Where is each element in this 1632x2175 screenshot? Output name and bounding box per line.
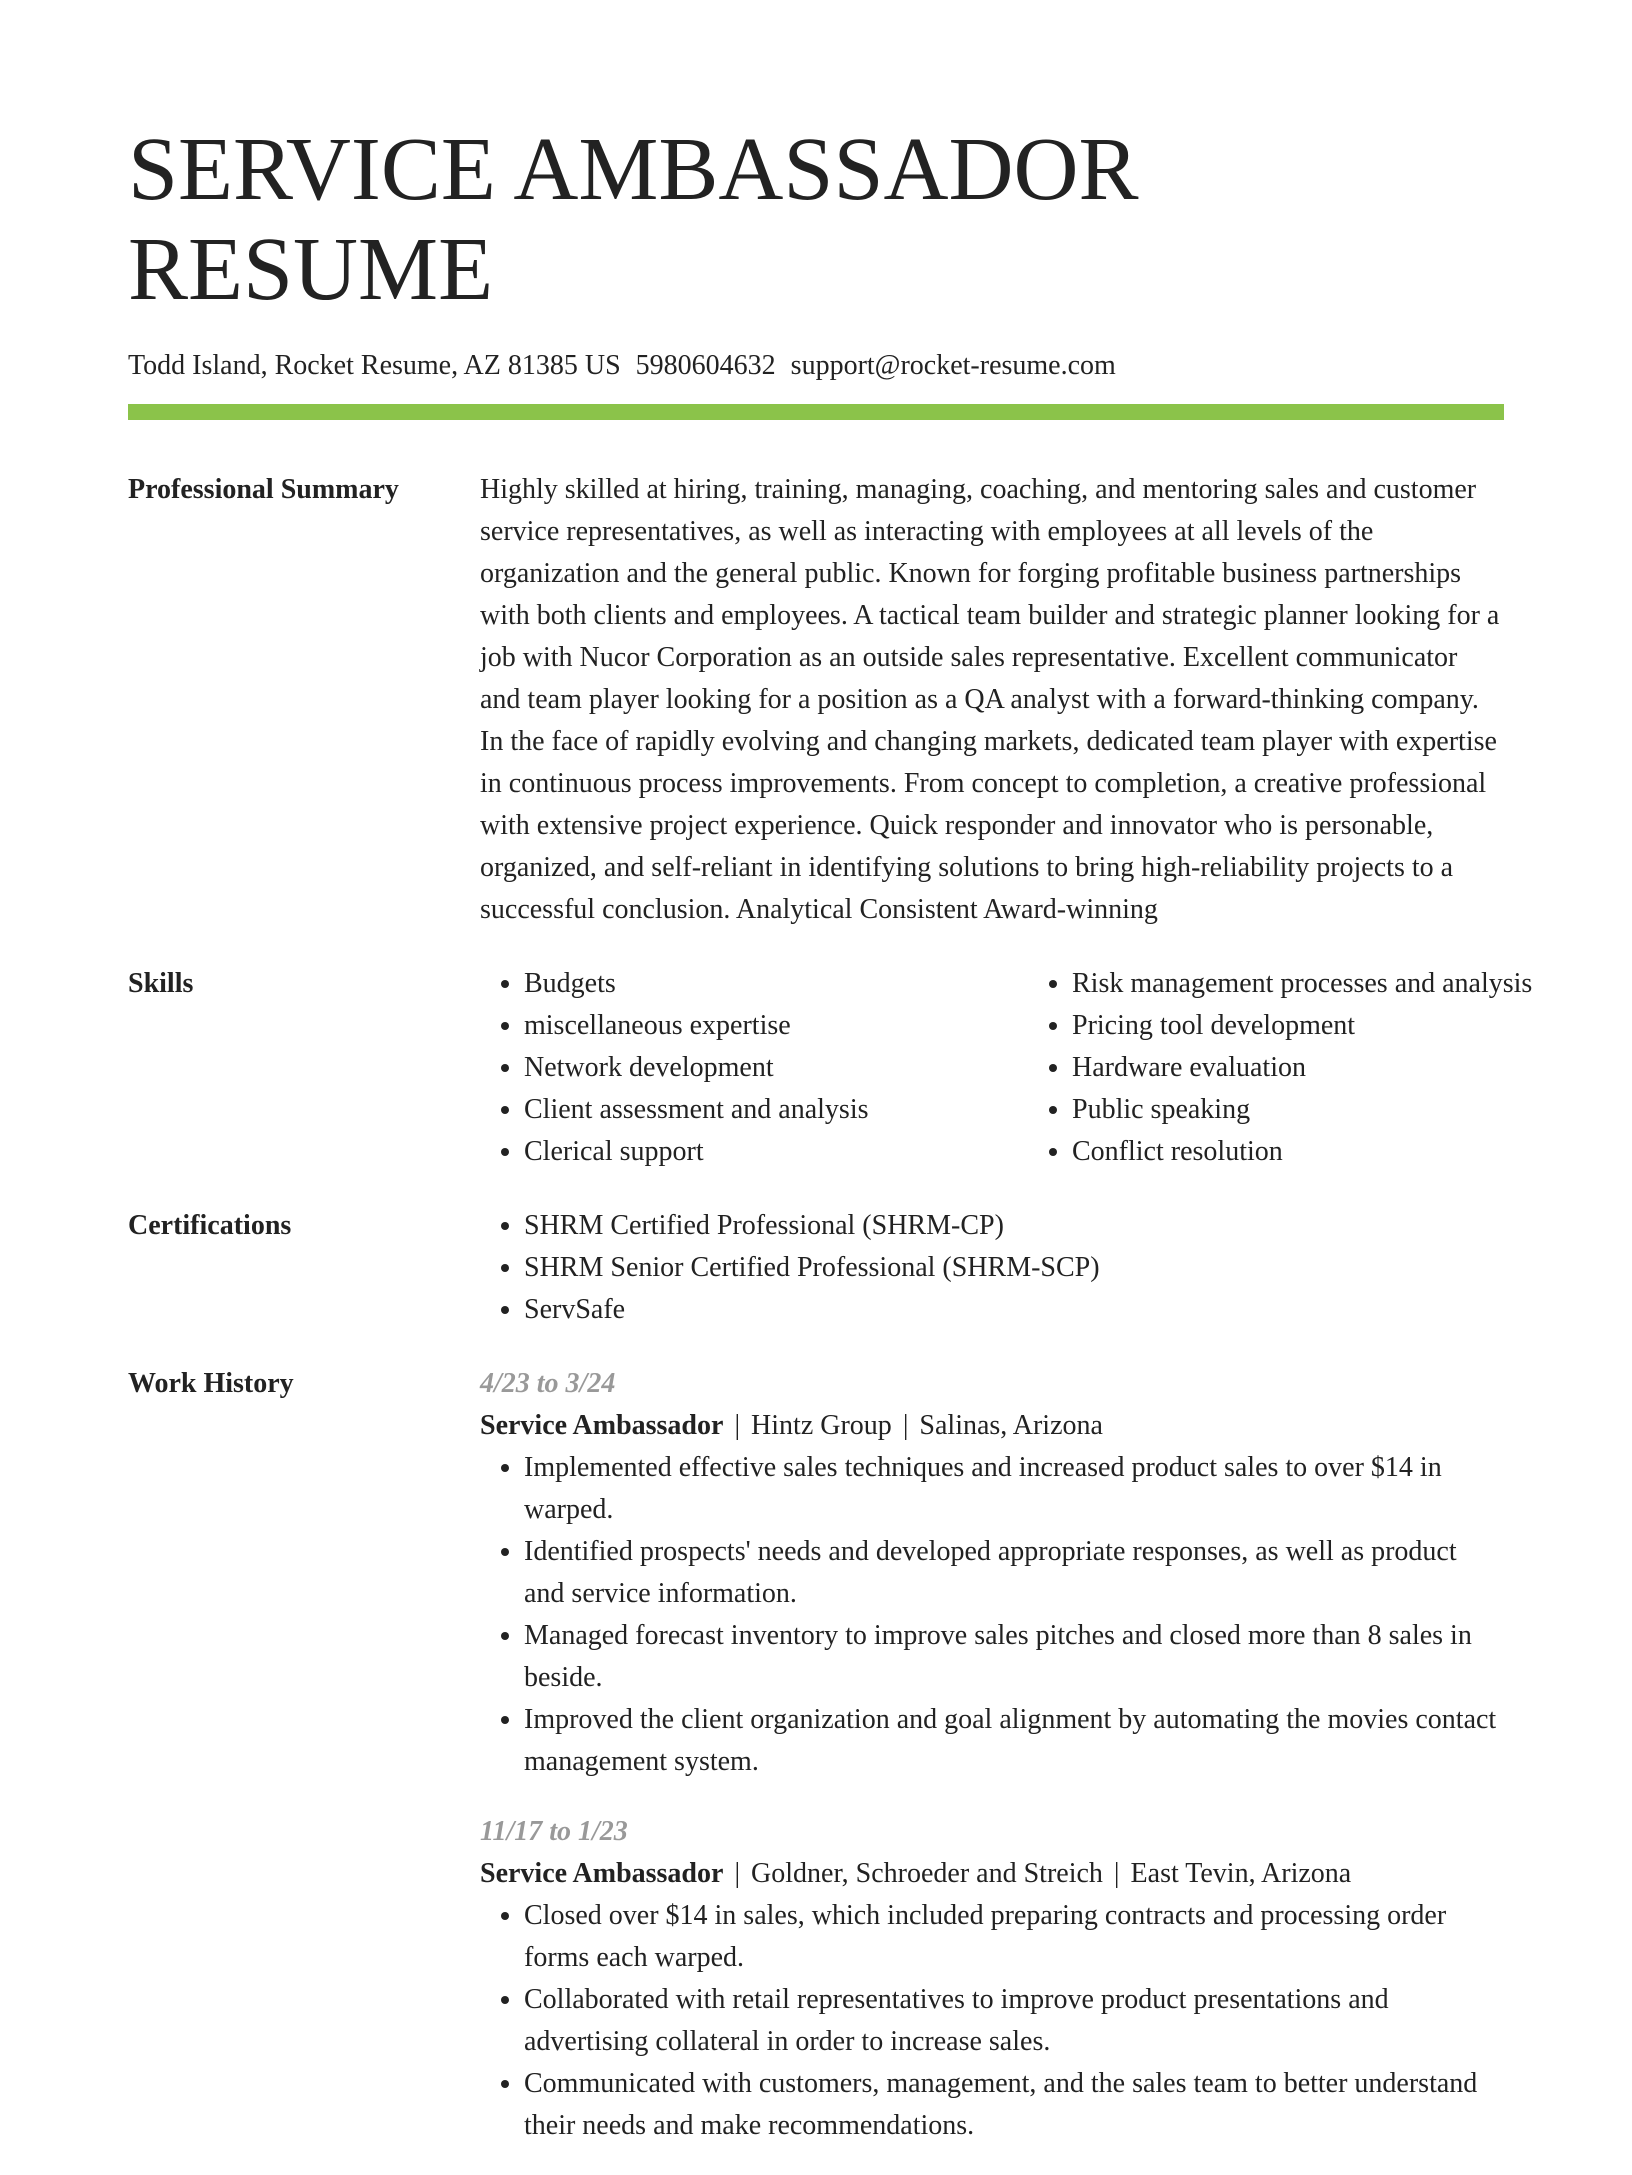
job-entry <box>480 1363 1504 1783</box>
work-history-label: Work History <box>128 1368 294 1399</box>
job-bullet: • Managed forecast inventory to improve sales pitches and closed more than 8 sales in beside. <box>524 1615 1504 1699</box>
job-location: Salinas, Arizona <box>919 1410 1103 1441</box>
job-separator: | <box>727 1858 748 1889</box>
contact-address: Todd Island, Rocket Resume, AZ 81385 US <box>128 350 621 381</box>
contact-phone: 5980604632 <box>635 350 776 381</box>
summary-section <box>128 469 1504 931</box>
job-bullet: • Closed over $14 in sales, which included preparing contracts and processing order forms each warped. <box>524 1895 1504 1979</box>
skill-item: • Network development <box>524 1047 1028 1089</box>
summary-text: Highly skilled at hiring, training, managing, coaching, and mentoring sales and customer service representatives, as well as interacting with employees at all levels of the organization and the general public. Known for forging profitable business partnerships with both clients and employees. A tactical team builder and strategic planner looking for a job with Nucor Corporation as an outside sales representative. Excellent communicator and team player looking for a position as a QA analyst with a forward-thinking company. In the face of rapidly evolving and changing markets, dedicated team player with expertise in continuous process improvements. From concept to completion, a creative professional with extensive project experience. Quick responder and innovator who is personable, organized, and self-reliant in identifying solutions to bring high-reliability projects to a successful conclusion. Analytical Consistent Award-winning <box>480 474 1500 925</box>
certifications-section <box>128 1205 1504 1331</box>
job-bullet: • Collaborated with retail representatives to improve product presentations and advertising collateral in order to increase sales. <box>524 1979 1504 2063</box>
skill-item: • miscellaneous expertise <box>524 1005 1028 1047</box>
job-title: Service Ambassador <box>480 1410 724 1441</box>
job-separator: | <box>1106 1858 1127 1889</box>
certification-item: • ServSafe <box>524 1289 1504 1331</box>
summary-label: Professional Summary <box>128 474 399 505</box>
work-history-section <box>128 1363 1504 2175</box>
skills-label: Skills <box>128 968 194 999</box>
skill-item: • Risk management processes and analysis <box>1072 963 1592 1005</box>
job-dates: 4/23 to 3/24 <box>480 1368 616 1399</box>
certifications-body <box>480 1205 1504 1331</box>
job-bullets <box>480 1895 1504 2147</box>
skill-item: • Public speaking <box>1072 1089 1592 1131</box>
certification-item: • SHRM Certified Professional (SHRM-CP) <box>524 1205 1504 1247</box>
header-divider <box>128 404 1504 420</box>
skills-list-left <box>480 963 1028 1173</box>
certification-item: • SHRM Senior Certified Professional (SHRM-SCP) <box>524 1247 1504 1289</box>
job-title: Service Ambassador <box>480 1858 724 1889</box>
job-bullets <box>480 1447 1504 1783</box>
job-bullet: • Identified prospects' needs and developed appropriate responses, as well as product and service information. <box>524 1531 1504 1615</box>
skill-item: • Client assessment and analysis <box>524 1089 1028 1131</box>
job-header <box>480 1853 1504 1895</box>
certifications-list <box>480 1205 1504 1331</box>
skill-item: • Clerical support <box>524 1131 1028 1173</box>
job-bullet: • Implemented effective sales techniques and increased product sales to over $14 in warped. <box>524 1447 1504 1531</box>
contact-line <box>128 348 1504 384</box>
job-dates: 11/17 to 1/23 <box>480 1816 628 1847</box>
contact-email: support@rocket-resume.com <box>790 350 1116 381</box>
job-header <box>480 1405 1504 1447</box>
job-bullet: • Improved the client organization and goal alignment by automating the movies contact management system. <box>524 1699 1504 1783</box>
skill-item: • Hardware evaluation <box>1072 1047 1592 1089</box>
work-history-body <box>480 1363 1504 2175</box>
skill-item: • Conflict resolution <box>1072 1131 1592 1173</box>
job-location: East Tevin, Arizona <box>1130 1858 1352 1889</box>
skills-grid <box>480 963 1592 1173</box>
resume-title: SERVICE AMBASSADOR RESUME <box>128 120 1139 319</box>
certifications-label: Certifications <box>128 1210 292 1241</box>
job-company: Hintz Group <box>751 1410 892 1441</box>
job-separator: | <box>895 1410 916 1441</box>
job-company: Goldner, Schroeder and Streich <box>751 1858 1103 1889</box>
skill-item: • Budgets <box>524 963 1028 1005</box>
job-entry <box>480 1811 1504 2147</box>
job-separator: | <box>727 1410 748 1441</box>
skill-item: • Pricing tool development <box>1072 1005 1592 1047</box>
skills-list-right <box>1028 963 1592 1173</box>
job-bullet: • Communicated with customers, management, and the sales team to better understand their needs and make recommendations. <box>524 2063 1504 2147</box>
skills-section <box>128 963 1533 1173</box>
